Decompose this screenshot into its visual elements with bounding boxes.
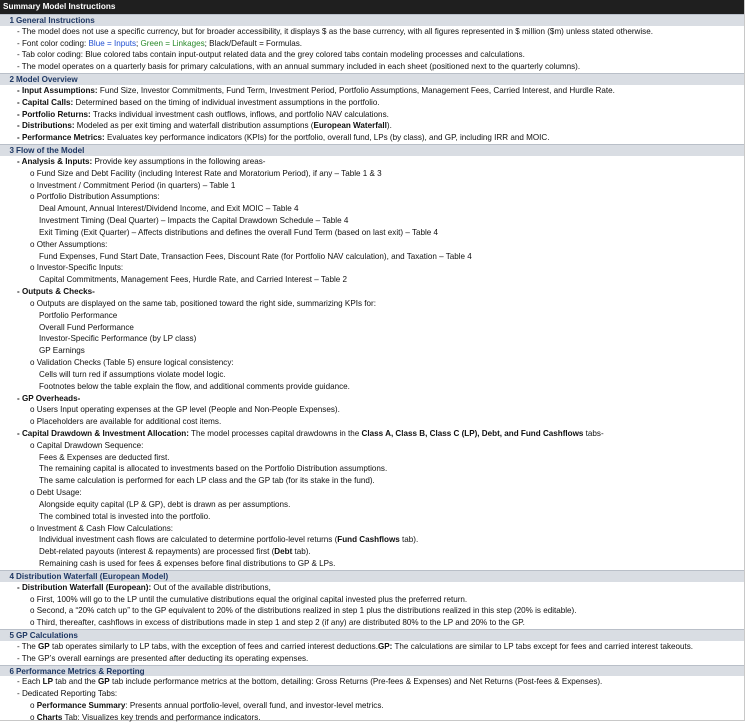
instruction-text <box>39 463 387 475</box>
instruction-text <box>39 534 418 546</box>
text-run: Investor-Specific Performance (by LP class) <box>39 334 197 344</box>
text-run: Footnotes below the table explain the flow, and additional comments provide guidance. <box>39 381 350 391</box>
text-run: Fund Expenses, Fund Start Date, Transaction Fees, Discount Rate (for Portfolio NAV calculation), and Taxation – Table 4 <box>39 251 472 261</box>
bold-text: GP <box>38 641 50 651</box>
text-run: The combined total is invested into the portfolio. <box>39 511 211 521</box>
instruction-text <box>39 511 210 523</box>
text-run: Debt-related payouts (interest & repayments) are processed first ( <box>39 547 275 557</box>
section-number: 4 <box>9 571 14 581</box>
text-run: o Portfolio Distribution Assumptions: <box>30 192 160 202</box>
instruction-rows <box>0 14 744 724</box>
instruction-text <box>39 499 290 511</box>
section-number: 5 <box>9 631 14 641</box>
instruction-line <box>0 452 744 464</box>
bold-text: Fund Cashflows <box>337 535 400 545</box>
instruction-text <box>39 322 134 334</box>
section-title: Performance Metrics & Reporting <box>16 666 145 676</box>
section-header <box>0 144 744 156</box>
instruction-line <box>0 594 744 606</box>
instruction-text <box>30 298 376 310</box>
instruction-text <box>39 333 196 345</box>
text-run: tab). <box>292 547 311 557</box>
instruction-line <box>0 357 744 369</box>
instruction-line <box>0 511 744 523</box>
instruction-line <box>0 440 744 452</box>
text-run: Determined based on the timing of individual investment assumptions in the portfolio. <box>73 97 380 107</box>
text-run: o <box>30 712 37 722</box>
instruction-text <box>39 227 438 239</box>
green-text: Green = Linkages <box>140 38 205 48</box>
instruction-text <box>39 381 350 393</box>
instruction-line <box>0 85 744 97</box>
bold-text: GP <box>98 677 110 687</box>
bold-text: - Capital Calls: <box>17 97 74 107</box>
instruction-line <box>0 345 744 357</box>
instruction-text <box>39 215 348 227</box>
instruction-line <box>0 156 744 168</box>
instruction-line <box>0 333 744 345</box>
instruction-line <box>0 38 744 50</box>
instruction-text <box>30 168 382 180</box>
text-run: o Second, a “20% catch up” to the GP equivalent to 20% of the distributions realized in step 1 plus the distributions realized in this step (20% is editable). <box>30 606 577 616</box>
instruction-text <box>17 61 580 73</box>
instruction-text <box>17 120 392 132</box>
instruction-line <box>0 688 744 700</box>
section-header <box>0 73 744 85</box>
bold-text: - Performance Metrics: <box>17 133 105 143</box>
instruction-line <box>0 61 744 73</box>
section-header <box>0 14 744 26</box>
section-number: 3 <box>9 146 14 156</box>
instruction-text <box>17 156 265 168</box>
text-run: o Debt Usage: <box>30 488 82 498</box>
bold-text: Performance Summary <box>36 701 126 711</box>
instruction-line <box>0 227 744 239</box>
instruction-line <box>0 404 744 416</box>
text-run: - Dedicated Reporting Tabs: <box>17 689 118 699</box>
instruction-line <box>0 381 744 393</box>
instruction-text <box>17 286 95 298</box>
bold-text: - Analysis & Inputs: <box>17 156 93 166</box>
instruction-line <box>0 534 744 546</box>
instruction-text <box>30 440 143 452</box>
instruction-line <box>0 487 744 499</box>
instruction-text <box>17 582 271 594</box>
text-run: - The <box>17 641 38 651</box>
section-title: Distribution Waterfall (European Model) <box>16 571 169 581</box>
instruction-line <box>0 120 744 132</box>
instruction-text <box>17 132 549 144</box>
text-run: Exit Timing (Exit Quarter) – Affects distributions and defines the overall Fund Term (based on last exit) – Table 4 <box>39 227 439 237</box>
text-run: The model processes capital drawdowns in the <box>188 428 362 438</box>
section-title: Model Overview <box>16 75 78 85</box>
section-number: 2 <box>9 75 14 85</box>
text-run: - Font color coding: <box>17 38 89 48</box>
instruction-line <box>0 322 744 334</box>
instruction-line <box>0 428 744 440</box>
instruction-line <box>0 298 744 310</box>
instruction-text <box>39 369 226 381</box>
instruction-line <box>0 262 744 274</box>
instruction-text <box>30 594 467 606</box>
instruction-text <box>39 558 335 570</box>
instruction-line <box>0 286 744 298</box>
text-run: o Investment & Cash Flow Calculations: <box>30 523 174 533</box>
bold-text: Charts <box>36 712 63 722</box>
bold-text: - Distribution Waterfall (European): <box>17 582 152 592</box>
bold-text: European Waterfall <box>313 121 387 131</box>
instruction-text <box>17 688 117 700</box>
instruction-line <box>0 712 744 724</box>
text-run: o Capital Drawdown Sequence: <box>30 440 144 450</box>
instruction-text <box>30 523 173 535</box>
text-run: Fees & Expenses are deducted first. <box>39 452 170 462</box>
bold-text: - Capital Drawdown & Investment Allocation: <box>17 428 189 438</box>
instruction-line <box>0 393 744 405</box>
text-run: - The model does not use a specific currency, but for broader accessibility, it displays $ as the base currency, with all figures represented in $ million ($m) unless stated otherwise. <box>17 26 653 36</box>
text-run: o <box>30 701 37 711</box>
instruction-text <box>30 700 384 712</box>
bold-text: GP: <box>377 641 393 651</box>
instruction-text <box>39 310 117 322</box>
text-run: Out of the available distributions, <box>151 582 271 592</box>
instruction-line <box>0 132 744 144</box>
instruction-line <box>0 617 744 629</box>
text-run: - Each <box>17 677 43 687</box>
instruction-text <box>17 85 615 97</box>
text-run: Individual investment cash flows are calculated to determine portfolio-level returns ( <box>39 535 338 545</box>
text-run: ; <box>136 38 141 48</box>
text-run: Remaining cash is used for fees & expenses before final distributions to GP & LPs. <box>39 559 336 569</box>
instruction-line <box>0 499 744 511</box>
instruction-line <box>0 700 744 712</box>
section-header <box>0 629 744 641</box>
text-run: tab). <box>399 535 419 545</box>
text-run: The calculations are similar to LP tabs except for fees and carried interest takeouts. <box>392 641 694 651</box>
instruction-text <box>17 38 302 50</box>
section-header <box>0 570 744 582</box>
bold-text: - Outputs & Checks- <box>17 287 95 297</box>
text-run: tabs- <box>583 428 604 438</box>
bold-text: - Distributions: <box>17 121 75 131</box>
text-run: : Presents annual portfolio-level, overall fund, and investor-level metrics. <box>125 701 384 711</box>
instruction-line <box>0 546 744 558</box>
text-run: o Third, thereafter, cashflows in excess of distributions made in step 1 and step 2 (if any) are distributed 80% to the LP and 20% to the GP. <box>30 618 525 628</box>
text-run: - The model operates on a quarterly basis for primary calculations, with an annual summary included in each sheet (positioned next to the quarterly columns). <box>17 62 581 72</box>
instruction-text <box>17 109 389 121</box>
instruction-text <box>17 49 525 61</box>
instruction-line <box>0 310 744 322</box>
instruction-text <box>39 274 347 286</box>
text-run: o Investor-Specific Inputs: <box>30 263 124 273</box>
section-title: GP Calculations <box>16 631 78 641</box>
instruction-text <box>30 404 340 416</box>
instruction-line <box>0 26 744 38</box>
instruction-text <box>30 712 261 724</box>
instruction-text <box>17 676 602 688</box>
instruction-line <box>0 191 744 203</box>
instruction-line <box>0 97 744 109</box>
instruction-text <box>30 239 107 251</box>
text-run: The same calculation is performed for each LP class and the GP tab (for its stake in the fund). <box>39 476 375 486</box>
text-run: Tracks individual investment cash outflows, inflows, and portfolio NAV calculations. <box>90 109 389 119</box>
text-run: - Tab color coding: Blue colored tabs contain input-output related data and the grey colored tabs contain modeling processes and calculations. <box>17 50 525 60</box>
text-run: Tab: Visualizes key trends and performance indicators. <box>62 712 261 722</box>
instruction-line <box>0 369 744 381</box>
text-run: o Placeholders are available for additional cost items. <box>30 417 222 427</box>
instruction-line <box>0 215 744 227</box>
instruction-text <box>30 180 235 192</box>
text-run: Fund Size, Investor Commitments, Fund Term, Investment Period, Portfolio Assumptions, Management Fees, Carried Interest, and Hurdle Rate. <box>97 85 615 95</box>
text-run: Alongside equity capital (LP & GP), debt is drawn as per assumptions. <box>39 499 291 509</box>
text-run: Cells will turn red if assumptions violate model logic. <box>39 369 226 379</box>
instruction-line <box>0 239 744 251</box>
text-run: o Investment / Commitment Period (in quarters) – Table 1 <box>30 180 236 190</box>
instruction-text <box>39 345 85 357</box>
section-header <box>0 665 744 677</box>
bold-text: - GP Overheads- <box>17 393 81 403</box>
text-run: - The GP’s overall earnings are presented after deducting its operating expenses. <box>17 653 309 663</box>
instruction-text <box>39 546 311 558</box>
text-run: o Validation Checks (Table 5) ensure logical consistency: <box>30 358 234 368</box>
section-number: 6 <box>9 666 14 676</box>
text-run: ). <box>386 121 392 131</box>
instruction-line <box>0 109 744 121</box>
text-run: tab and the <box>53 677 99 687</box>
text-run: Provide key assumptions in the following areas- <box>92 156 266 166</box>
instruction-text <box>17 393 80 405</box>
instruction-line <box>0 676 744 688</box>
instruction-line <box>0 416 744 428</box>
instruction-text <box>30 262 123 274</box>
text-run: o Users Input operating expenses at the GP level (People and Non-People Expenses). <box>30 405 340 415</box>
text-run: Evaluates key performance indicators (KPIs) for the portfolio, overall fund, LPs (by class), and GP, including IRR and MOIC. <box>104 133 550 143</box>
text-run: tab operates similarly to LP tabs, with the exception of fees and carried interest deductions. <box>49 641 378 651</box>
instruction-line <box>0 641 744 653</box>
instruction-line <box>0 49 744 61</box>
instruction-text <box>39 475 375 487</box>
blue-text: Blue = Inputs <box>88 38 137 48</box>
instruction-line <box>0 274 744 286</box>
bold-text: - Portfolio Returns: <box>17 109 91 119</box>
instruction-text <box>39 452 169 464</box>
instruction-text <box>17 97 380 109</box>
instruction-line <box>0 523 744 535</box>
instruction-text <box>30 605 577 617</box>
bold-text: Class A, Class B, Class C (LP), Debt, and Fund Cashflows <box>361 428 584 438</box>
text-run: o First, 100% will go to the LP until the cumulative distributions equal the original capital invested plus the preferred return. <box>30 594 468 604</box>
instruction-line <box>0 582 744 594</box>
text-run: Portfolio Performance <box>39 310 118 320</box>
text-run: tab include performance metrics at the bottom, detailing: Gross Returns (Pre-fees & Expenses) and Net Returns (Post-fees & Expenses). <box>109 677 603 687</box>
section-title: Flow of the Model <box>16 146 85 156</box>
section-number: 1 <box>9 16 14 25</box>
instruction-text <box>30 487 82 499</box>
text-run: ; Black/Default = Formulas. <box>204 38 303 48</box>
text-run: Overall Fund Performance <box>39 322 134 332</box>
instruction-line <box>0 180 744 192</box>
instruction-line <box>0 203 744 215</box>
instruction-text <box>17 641 693 653</box>
instruction-text <box>30 416 221 428</box>
text-run: o Fund Size and Debt Facility (including Interest Rate and Moratorium Period), if any – Table 1 & 3 <box>30 168 382 178</box>
bold-text: Debt <box>274 547 293 557</box>
bold-text: - Input Assumptions: <box>17 85 98 95</box>
text-run: Investment Timing (Deal Quarter) – Impacts the Capital Drawdown Schedule – Table 4 <box>39 216 349 226</box>
text-run: GP Earnings <box>39 346 85 356</box>
instruction-text <box>17 653 308 665</box>
text-run: Capital Commitments, Management Fees, Hurdle Rate, and Carried Interest – Table 2 <box>39 275 348 285</box>
section-title: General Instructions <box>16 16 95 25</box>
text-run: o Outputs are displayed on the same tab, positioned toward the right side, summarizing KPIs for: <box>30 298 376 308</box>
bold-text: LP <box>42 677 53 687</box>
instruction-text <box>17 26 653 38</box>
instruction-line <box>0 475 744 487</box>
text-run: The remaining capital is allocated to investments based on the Portfolio Distribution assumptions. <box>39 464 388 474</box>
instruction-line <box>0 463 744 475</box>
instruction-line <box>0 251 744 263</box>
instruction-line <box>0 558 744 570</box>
instruction-text <box>30 191 160 203</box>
instruction-text <box>17 428 604 440</box>
text-run: o Other Assumptions: <box>30 239 108 249</box>
instruction-line <box>0 168 744 180</box>
instruction-text <box>39 203 298 215</box>
text-run: Deal Amount, Annual Interest/Dividend Income, and Exit MOIC – Table 4 <box>39 204 299 214</box>
sheet-title: Summary Model Instructions <box>0 0 744 14</box>
instruction-line <box>0 605 744 617</box>
instruction-text <box>30 357 234 369</box>
instruction-text <box>30 617 525 629</box>
instruction-line <box>0 653 744 665</box>
text-run: Modeled as per exit timing and waterfall distribution assumptions ( <box>74 121 314 131</box>
instruction-text <box>39 251 472 263</box>
